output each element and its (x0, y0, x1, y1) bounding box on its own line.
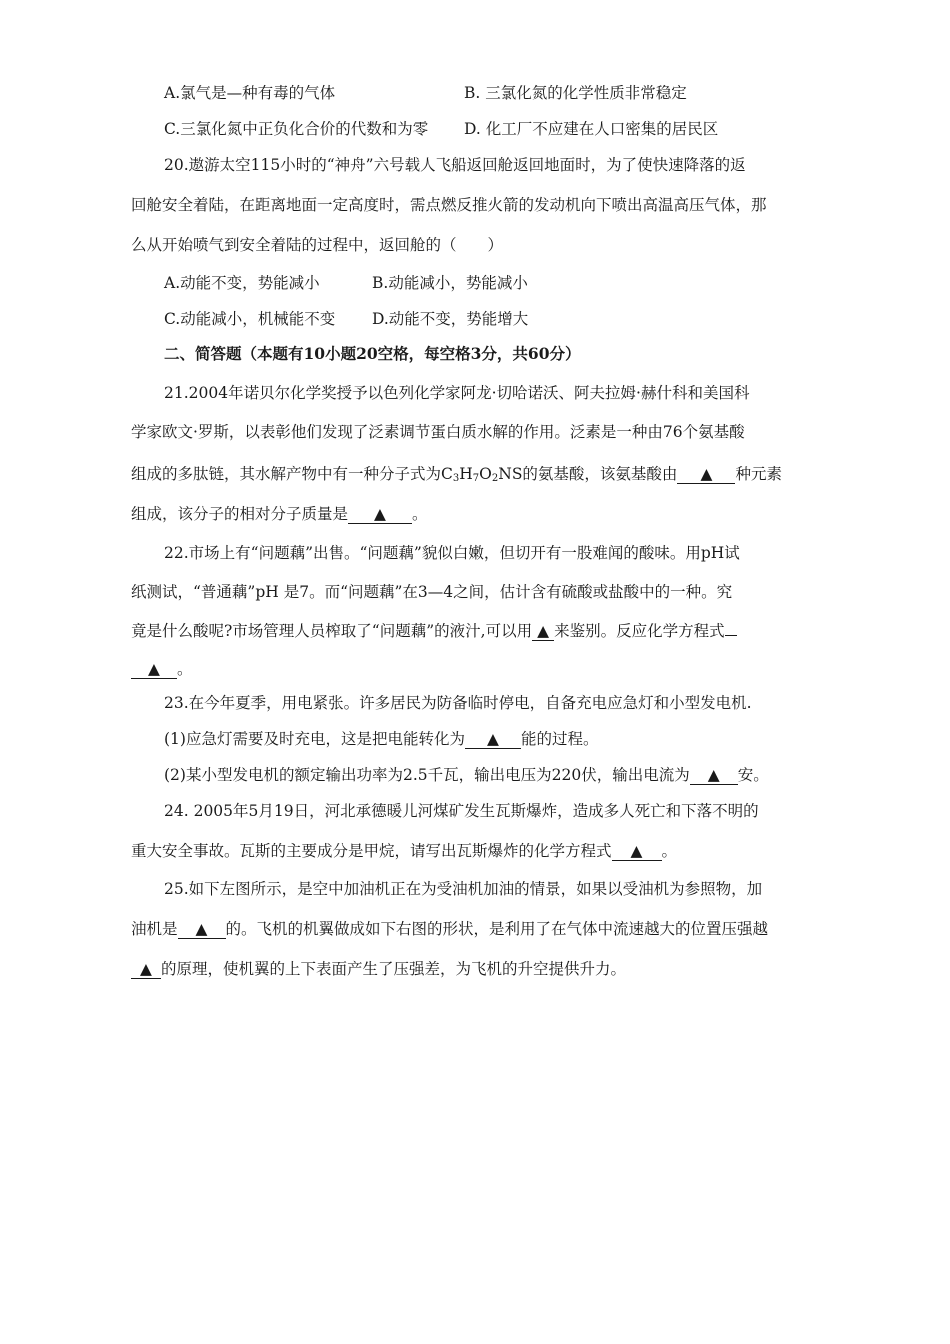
answer-blank[interactable]: ▲ (348, 505, 412, 524)
answer-blank[interactable]: ▲ (612, 842, 662, 861)
q21-text-line4: 组成，该分子的相对分子质量是 ▲ 。 (131, 505, 428, 523)
q25-text-line1: 25.如下左图所示，是空中加油机正在为受油机加油的情景，如果以受油机为参照物，加 (164, 880, 763, 898)
q23-sub1: (1)应急灯需要及时充电，这是把电能转化为 ▲ 能的过程。 (164, 730, 599, 748)
q21-text-line3: 组成的多肽链，其水解产物中有一种分子式为$C_3H_7O_2NS$的氨基酸，该氨基酸由 ▲ 种元素 (131, 465, 782, 484)
answer-blank[interactable]: ▲ (465, 730, 521, 749)
q21-text-line1: 21.2004年诺贝尔化学奖授予以色列化学家阿龙·切哈诺沃、阿夫拉姆·赫什科和美国科 (164, 384, 750, 402)
q24-text-line2: 重大安全事故。瓦斯的主要成分是甲烷，请写出瓦斯爆炸的化学方程式 ▲ 。 (131, 842, 678, 860)
q22-text-line2: 纸测试，“普通藕”pH 是7。而“问题藕”在3—4之间，估计含有硫酸或盐酸中的一种。究 (131, 583, 733, 601)
q25-text-line2: 油机是 ▲ 的。飞机的机翼做成如下右图的形状，是利用了在气体中流速越大的位置压强越 (131, 920, 769, 938)
answer-blank[interactable]: ▲ (178, 920, 226, 939)
answer-blank[interactable]: ▲ (131, 660, 177, 679)
section-heading: 二、简答题（本题有10小题20空格，每空格3分，共60分） (164, 344, 581, 363)
q20-option-a: A.动能不变，势能减小 (164, 274, 320, 292)
answer-blank[interactable]: ▲ (532, 622, 554, 641)
q20-option-c: C.动能减小，机械能不变 (164, 310, 336, 328)
q20-text-line1: 20.遨游太空115小时的“神舟”六号载人飞船返回舱返回地面时，为了使快速降落的返 (164, 156, 746, 174)
q19-option-c: C.三氯化氮中正负化合价的代数和为零 (164, 120, 429, 138)
answer-blank[interactable]: ▲ (131, 960, 161, 979)
q22-text-line4: ▲ 。 (131, 658, 193, 680)
q20-option-b: B.动能减小，势能减小 (372, 274, 528, 292)
q21-text-line2: 学家欧文·罗斯，以表彰他们发现了泛素调节蛋白质水解的作用。泛素是一种由76个氨基酸 (131, 423, 745, 441)
answer-blank-start[interactable] (725, 635, 737, 636)
q24-text-line1: 24. 2005年5月19日，河北承德暖儿河煤矿发生瓦斯爆炸，造成多人死亡和下落不明的 (164, 802, 759, 820)
q25-text-line3: ▲ 的原理，使机翼的上下表面产生了压强差，为飞机的升空提供升力。 (131, 958, 626, 980)
q22-text-line3: 竟是什么酸呢?市场管理人员榨取了“问题藕”的液汁,可以用 ▲ 来鉴别。反应化学方程式 (131, 620, 737, 642)
q23-sub2: (2)某小型发电机的额定输出功率为2.5千瓦，输出电压为220伏，输出电流为 ▲ 安。 (164, 766, 769, 784)
answer-blank[interactable]: ▲ (677, 465, 735, 484)
q19-option-b: B. 三氯化氮的化学性质非常稳定 (464, 84, 687, 102)
q19-option-d: D. 化工厂不应建在人口密集的居民区 (464, 120, 719, 138)
answer-blank[interactable]: ▲ (690, 766, 738, 785)
q20-text-line3: 么从开始喷气到安全着陆的过程中，返回舱的（ ） (131, 236, 504, 254)
q23-text-line1: 23.在今年夏季，用电紧张。许多居民为防备临时停电，自备充电应急灯和小型发电机. (164, 694, 752, 712)
q20-option-d: D.动能不变，势能增大 (372, 310, 529, 328)
q19-option-a: A.氯气是—种有毒的气体 (164, 84, 336, 102)
q20-text-line2: 回舱安全着陆，在距离地面一定高度时，需点燃反推火箭的发动机向下喷出高温高压气体，那 (131, 196, 767, 214)
q22-text-line1: 22.市场上有“问题藕”出售。“问题藕”貌似白嫩，但切开有一股难闻的酸味。用pH试 (164, 544, 740, 562)
